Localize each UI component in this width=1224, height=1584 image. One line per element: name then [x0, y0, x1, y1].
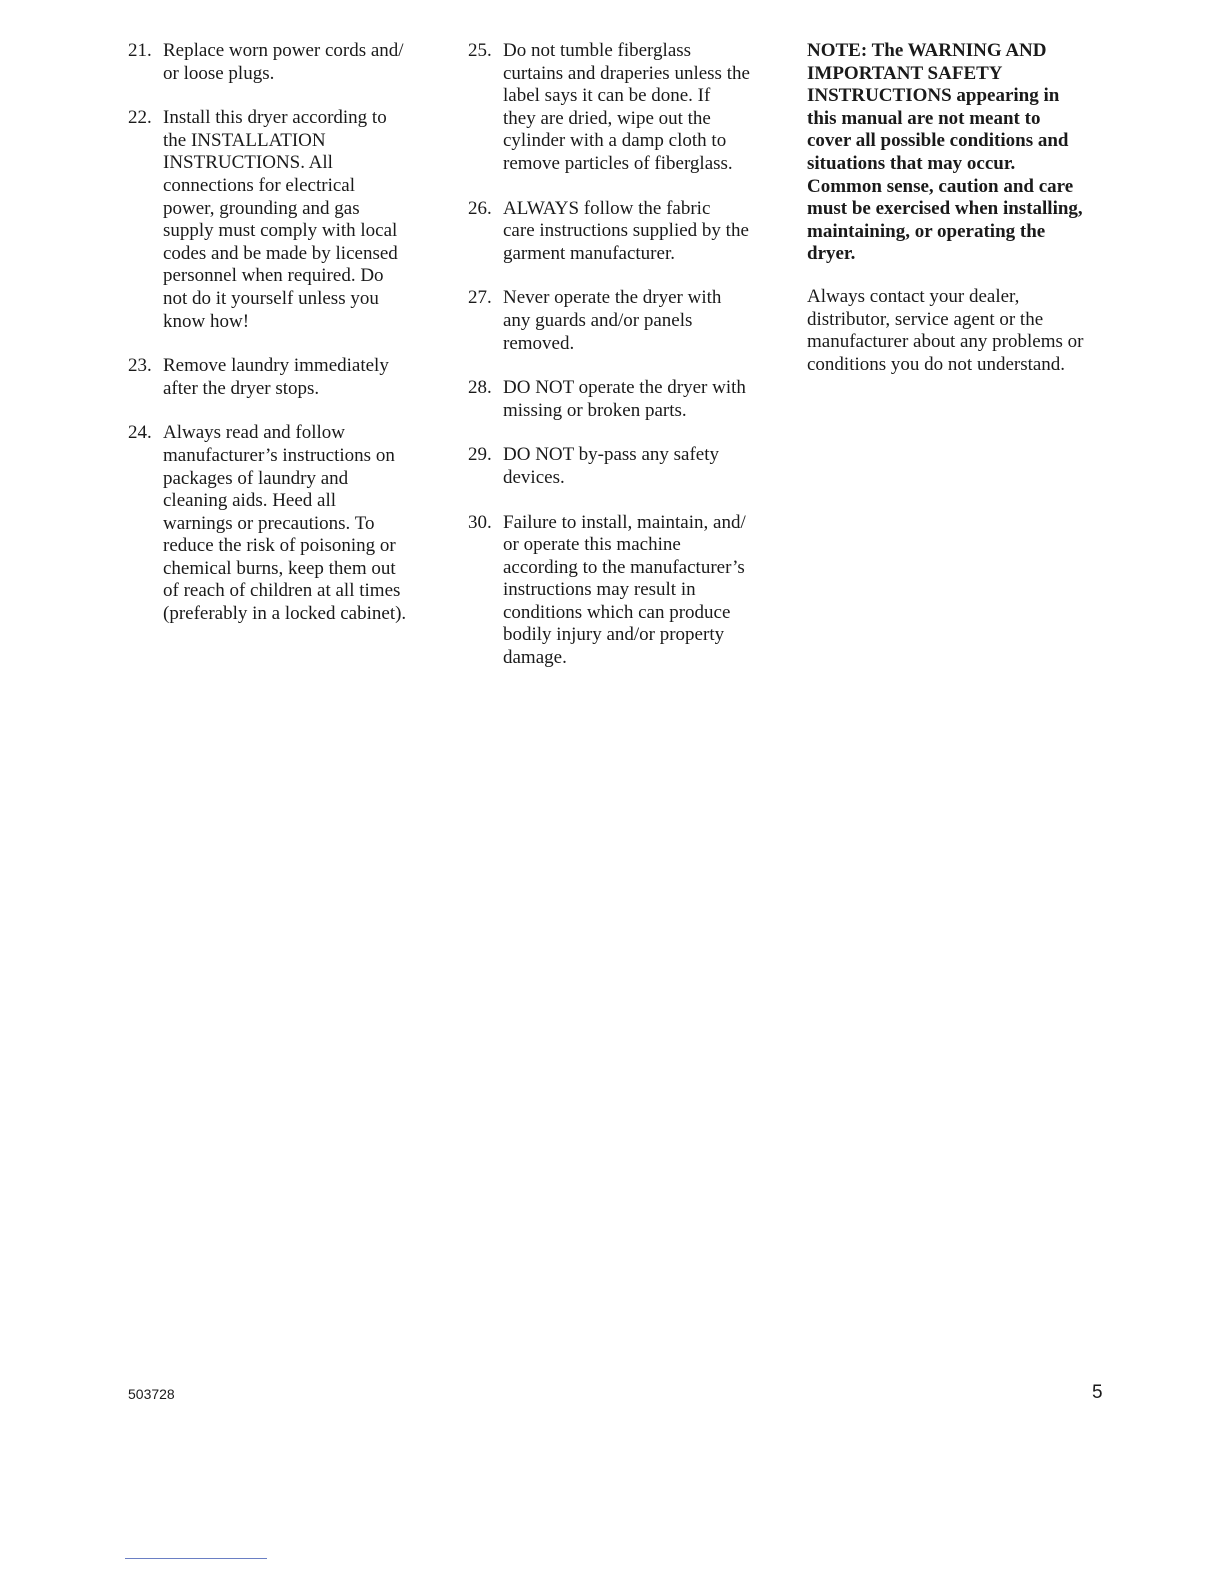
item-number: 27.	[468, 287, 492, 309]
item-number: 23.	[128, 355, 152, 377]
item-number: 21.	[128, 40, 152, 61]
list-item	[468, 377, 784, 422]
list-item	[468, 444, 784, 489]
page-number: 5	[1092, 1382, 1103, 1403]
safety-note: NOTE: The WARNING AND IMPORTANT SAFETY INSTRUCTIONS appearing in this manual are not meant to cover all possible conditions and situations that may occur. Common sense, caution and care must be exercised when installing, maintaining, or operating the dryer.	[807, 40, 1083, 265]
item-text: Install this dryer according to the INSTALLATION INSTRUCTIONS. All connections for electrical power, grounding and gas supply must comply with local codes and be made by licensed personnel when required. Do not do it yourself unless you know how!	[163, 107, 398, 332]
item-text: Failure to install, maintain, and/ or operate this machine according to the manufacturer’s instructions may result in conditions which can produce bodily injury and/or property damage.	[503, 511, 746, 669]
list-item	[128, 355, 448, 400]
item-number: 30.	[468, 511, 492, 533]
item-text: Never operate the dryer with any guards and/or panels removed.	[503, 287, 722, 354]
document-number: 503728	[128, 1386, 175, 1402]
item-text: DO NOT by-pass any safety devices.	[503, 444, 719, 488]
item-number: 24.	[128, 422, 152, 444]
item-text: Remove laundry immediately after the dryer stops.	[163, 355, 389, 399]
item-text: DO NOT operate the dryer with missing or broken parts.	[503, 377, 746, 421]
item-text: Do not tumble fiberglass curtains and draperies unless the label says it can be done. If they are dried, wipe out the cylinder with a damp cloth to remove particles of fiberglass.	[503, 40, 750, 174]
left-column	[128, 40, 448, 648]
item-text: Replace worn power cords and/ or loose plugs.	[163, 40, 404, 84]
item-text: ALWAYS follow the fabric care instructions supplied by the garment manufacturer.	[503, 197, 749, 264]
right-column	[807, 40, 1107, 376]
list-item	[468, 40, 784, 176]
item-number: 29.	[468, 444, 492, 466]
item-number: 26.	[468, 197, 492, 219]
middle-column	[468, 40, 784, 692]
list-item	[128, 40, 448, 85]
contact-paragraph: Always contact your dealer, distributor, service agent or the manufacturer about any problems or conditions you do not understand.	[807, 285, 1084, 375]
item-number: 25.	[468, 40, 492, 61]
list-item	[468, 287, 784, 355]
list-item	[468, 198, 784, 266]
item-number: 28.	[468, 377, 492, 399]
list-item	[128, 422, 448, 625]
divider	[125, 1558, 267, 1559]
item-text: Always read and follow manufacturer’s instructions on packages of laundry and cleaning aids. Heed all warnings or precautions. To reduce the risk of poisoning or chemical burns, keep them out of reach of children at all times (preferably in a locked cabinet).	[163, 422, 407, 625]
list-item	[468, 512, 784, 670]
list-item	[128, 107, 448, 333]
item-number: 22.	[128, 107, 152, 129]
